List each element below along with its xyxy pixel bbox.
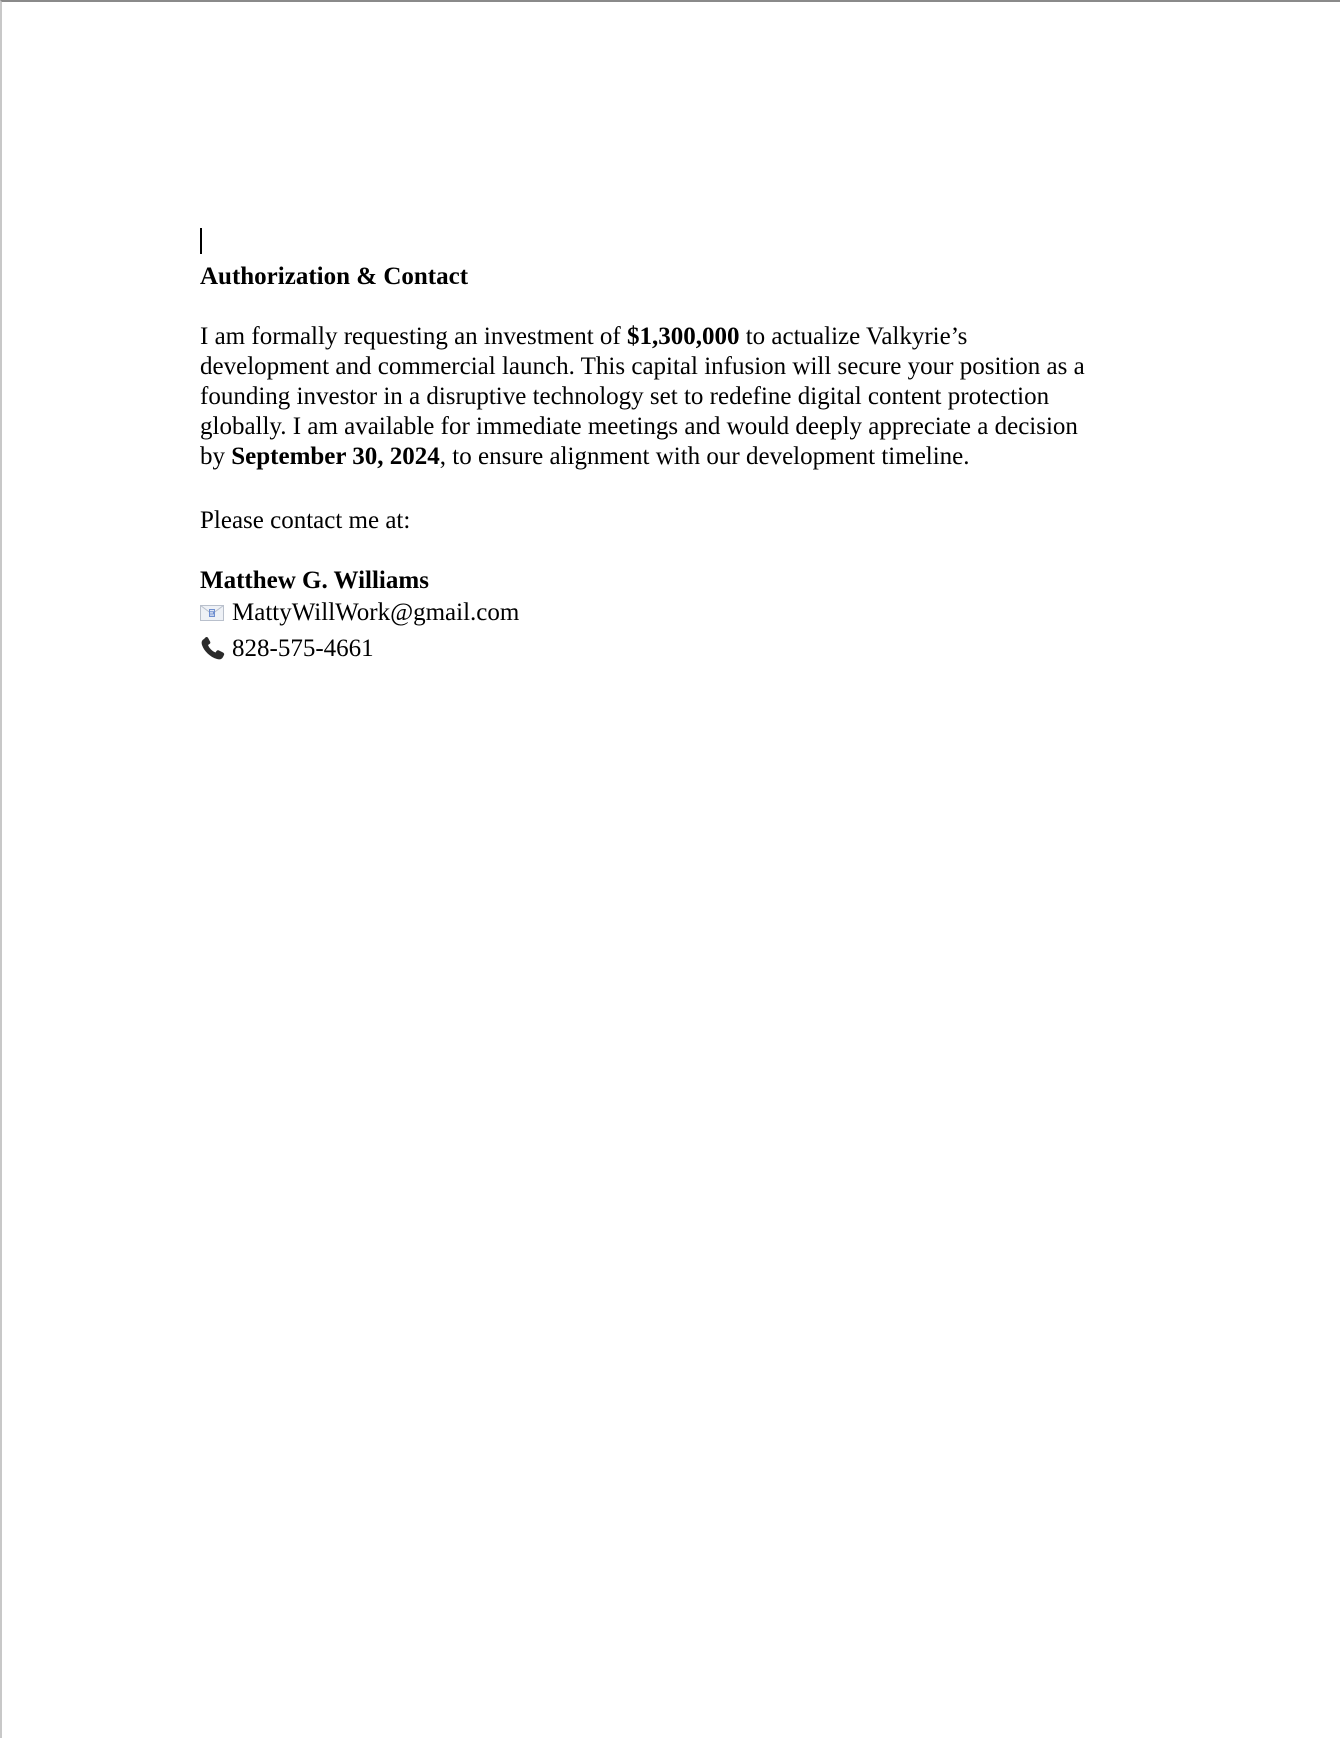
phone-row [200,634,374,664]
investment-amount: $1,300,000 [626,323,740,350]
paragraph-line-3: founding investor in a disruptive technology set to redefine digital content protection [200,383,1050,410]
envelope-icon [200,601,226,625]
paragraph-line-5-end: , to ensure alignment with our development timeline. [439,443,970,470]
decision-deadline: September 30, 2024 [231,443,440,470]
contact-phone[interactable]: 828-575-4661 [232,635,374,662]
paragraph-line-1-start: I am formally requesting an investment of [200,323,627,350]
paragraph-line-5 [200,442,1150,472]
contact-name: Matthew G. Williams [200,567,429,594]
paragraph-line-4: globally. I am available for immediate meetings and would deeply appreciate a decision [200,413,1078,440]
text-cursor [200,228,202,254]
section-heading: Authorization & Contact [200,263,469,290]
request-paragraph [200,322,1150,472]
paragraph-line-5-start: by [200,443,232,470]
phone-icon [200,637,226,661]
email-row [200,598,519,628]
contact-email[interactable]: MattyWillWork@gmail.com [232,599,520,626]
paragraph-line-1-end: to actualize Valkyrie’s [739,323,968,350]
paragraph-line-2: development and commercial launch. This capital infusion will secure your position as a [200,353,1085,380]
paragraph-line-1 [200,322,1150,352]
contact-intro: Please contact me at: [200,507,411,534]
